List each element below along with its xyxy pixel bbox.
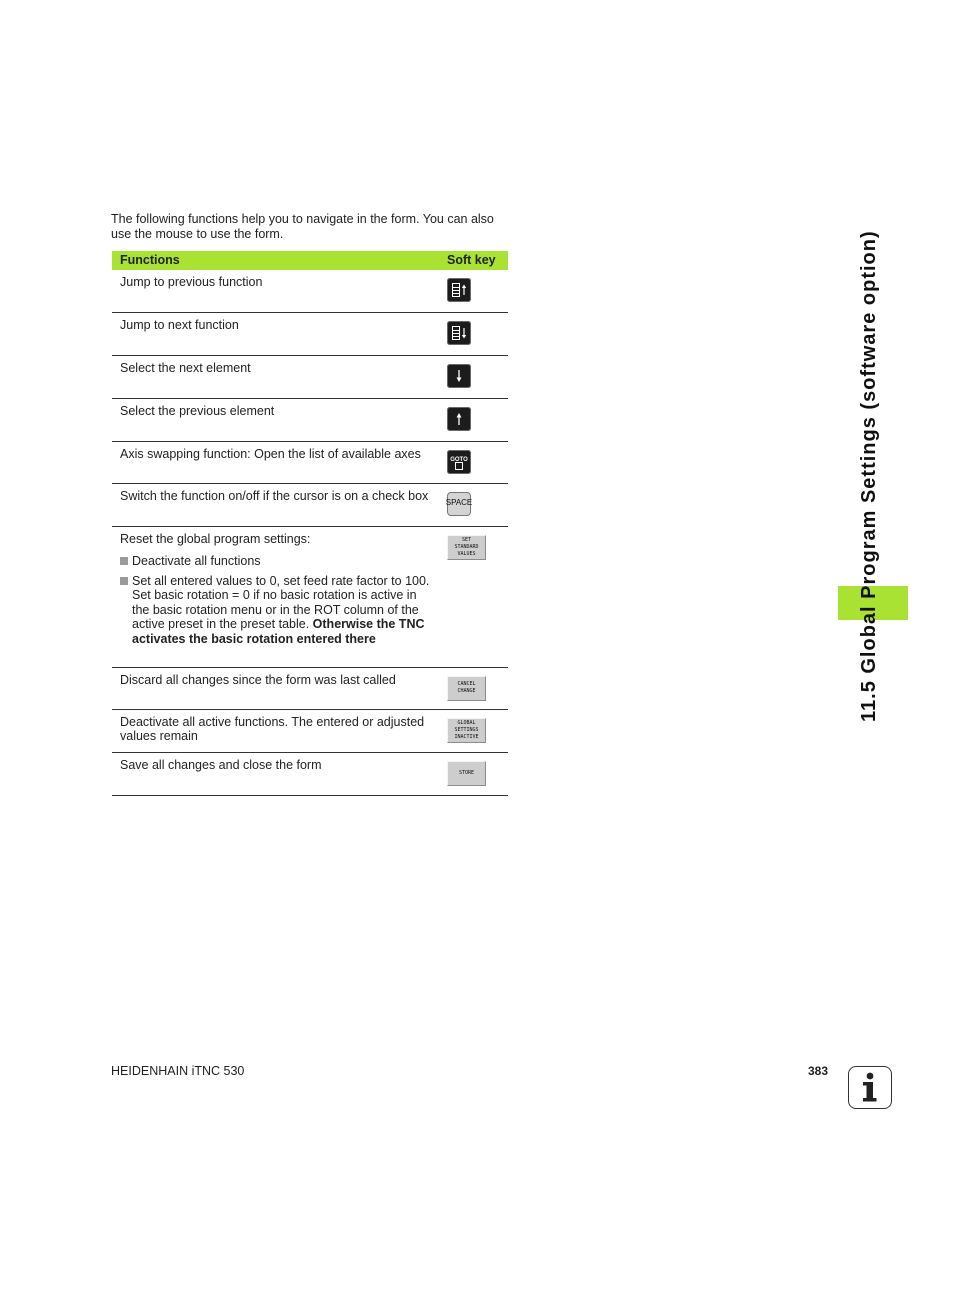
bullet-list — [120, 554, 435, 646]
list-item — [120, 574, 435, 647]
list-item: Deactivate all functions — [120, 554, 435, 569]
arrow-up-key-icon — [447, 407, 471, 431]
table-row — [112, 483, 508, 526]
arrow-down-key-icon — [447, 364, 471, 388]
info-icon — [848, 1066, 892, 1109]
table-row — [112, 398, 508, 441]
header-functions: Functions — [120, 253, 180, 268]
intro-paragraph: The following functions help you to navigate in the form. You can also use the mouse to use the form. — [111, 212, 494, 241]
table-row — [112, 709, 508, 752]
goto-key-label: GOTO — [450, 456, 468, 463]
page-number: 383 — [808, 1064, 829, 1078]
table-row — [112, 312, 508, 355]
table-row — [112, 270, 508, 312]
row-description: Reset the global program settings: — [120, 531, 311, 546]
table-row — [112, 667, 508, 709]
row-description: Select the next element — [112, 355, 441, 398]
chapter-title: 11.5 Global Program Settings (software option) — [858, 230, 880, 722]
jump-next-function-key-icon — [447, 321, 471, 345]
table-row — [112, 752, 508, 795]
set-standard-values-softkey: SET STANDARD VALUES — [447, 535, 486, 560]
row-description: Deactivate all active functions. The entered or adjusted values remain — [112, 709, 441, 752]
goto-key — [447, 450, 471, 474]
footer-product: HEIDENHAIN iTNC 530 — [111, 1064, 245, 1078]
bold-note: Otherwise the TNC activates the basic rotation entered there — [132, 617, 425, 646]
table-header-row — [112, 251, 508, 270]
table-row — [112, 526, 508, 667]
list-item-text: Set all entered values to 0, set feed rate factor to 100. Set basic rotation = 0 if no basic rotation is active in the basic rotation menu or in the ROT column of the active preset in the preset table. — [132, 573, 430, 631]
row-description: Discard all changes since the form was last called — [112, 667, 441, 709]
functions-table — [112, 251, 508, 796]
cancel-change-softkey: CANCEL CHANGE — [447, 676, 486, 701]
store-softkey: STORE — [447, 761, 486, 786]
row-description: Switch the function on/off if the cursor is on a check box — [112, 483, 441, 526]
jump-previous-function-key-icon — [447, 278, 471, 302]
space-key: SPACE — [447, 492, 471, 516]
row-description: Jump to previous function — [112, 270, 441, 312]
row-description: Select the previous element — [112, 398, 441, 441]
row-description: Save all changes and close the form — [112, 752, 441, 795]
table-row — [112, 355, 508, 398]
header-softkey: Soft key — [447, 253, 496, 268]
row-description: Jump to next function — [112, 312, 441, 355]
global-settings-inactive-softkey: GLOBAL SETTINGS INACTIVE — [447, 718, 486, 743]
row-description: Axis swapping function: Open the list of available axes — [112, 441, 441, 483]
table-row — [112, 441, 508, 483]
square-icon — [455, 462, 463, 470]
